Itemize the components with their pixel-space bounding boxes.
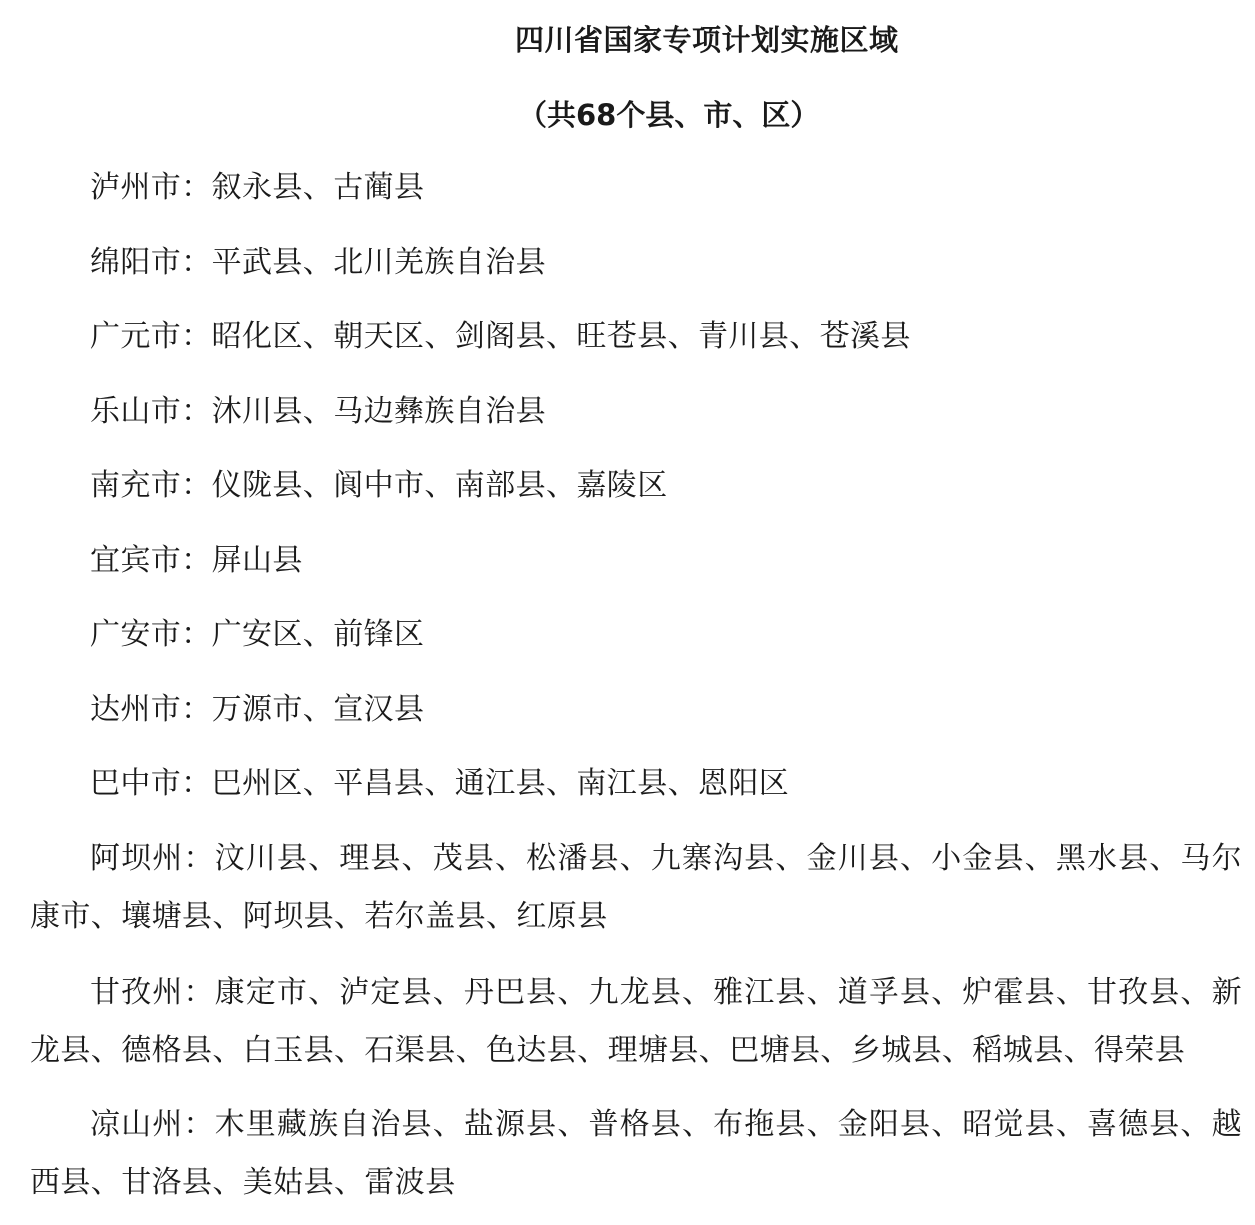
region-name: 南充市 [90, 468, 182, 503]
area-list: 汶川县、理县、茂县、松潘县、九寨沟县、金川县、小金县、黑水县、马尔康市、壤塘县、阿坝县、若尔盖县、红原县 [30, 841, 1242, 934]
region-entry-ganzi [30, 964, 1242, 1080]
region-name: 巴中市 [90, 766, 182, 801]
region-entry-yibin [30, 532, 1242, 590]
region-entry-liangshan [30, 1096, 1242, 1212]
area-list: 康定市、泸定县、丹巴县、九龙县、雅江县、道孚县、炉霍县、甘孜县、新龙县、德格县、白玉县、石渠县、色达县、理塘县、巴塘县、乡城县、稻城县、得荣县 [30, 975, 1242, 1068]
region-entry-mianyang [30, 234, 1242, 292]
separator: ： [183, 1107, 215, 1142]
separator: ： [181, 692, 212, 727]
area-list: 昭化区、朝天区、剑阁县、旺苍县、青川县、苍溪县 [211, 319, 911, 354]
separator: ： [181, 394, 212, 429]
area-list: 叙永县、古蔺县 [211, 170, 425, 205]
separator: ： [181, 617, 212, 652]
area-list: 屏山县 [211, 543, 303, 578]
region-entry-luzhou [30, 159, 1242, 217]
separator: ： [181, 543, 212, 578]
region-entry-dazhou [30, 681, 1242, 739]
area-list: 沐川县、马边彝族自治县 [211, 394, 547, 429]
region-entry-leshan [30, 383, 1242, 441]
region-name: 宜宾市 [90, 543, 182, 578]
document-title: 四川省国家专项计划实施区域 [515, 23, 899, 57]
region-entry-guangan [30, 606, 1242, 664]
region-entry-nanchong [30, 457, 1242, 515]
area-list: 巴州区、平昌县、通江县、南江县、恩阳区 [211, 766, 790, 801]
separator: ： [183, 975, 215, 1010]
document-subtitle: （共68个县、市、区） [518, 98, 820, 132]
region-name: 阿坝州 [90, 841, 184, 876]
region-entry-aba [30, 830, 1242, 946]
region-name: 广元市 [90, 319, 182, 354]
separator: ： [181, 245, 212, 280]
region-entry-guangyuan [30, 308, 1242, 366]
region-name: 甘孜州 [90, 975, 184, 1010]
separator: ： [181, 319, 212, 354]
area-list: 木里藏族自治县、盐源县、普格县、布拖县、金阳县、昭觉县、喜德县、越西县、甘洛县、美姑县、雷波县 [30, 1107, 1242, 1200]
area-list: 万源市、宣汉县 [211, 692, 425, 727]
region-name: 广安市 [90, 617, 182, 652]
region-name: 达州市 [90, 692, 182, 727]
area-list: 广安区、前锋区 [211, 617, 425, 652]
region-entry-bazhong [30, 755, 1242, 813]
region-name: 绵阳市 [90, 245, 182, 280]
separator: ： [181, 468, 212, 503]
region-name: 乐山市 [90, 394, 182, 429]
separator: ： [181, 170, 212, 205]
region-name: 凉山州 [90, 1107, 184, 1142]
area-list: 平武县、北川羌族自治县 [211, 245, 547, 280]
separator: ： [181, 766, 212, 801]
separator: ： [183, 841, 215, 876]
area-list: 仪陇县、阆中市、南部县、嘉陵区 [211, 468, 668, 503]
region-name: 泸州市 [90, 170, 182, 205]
